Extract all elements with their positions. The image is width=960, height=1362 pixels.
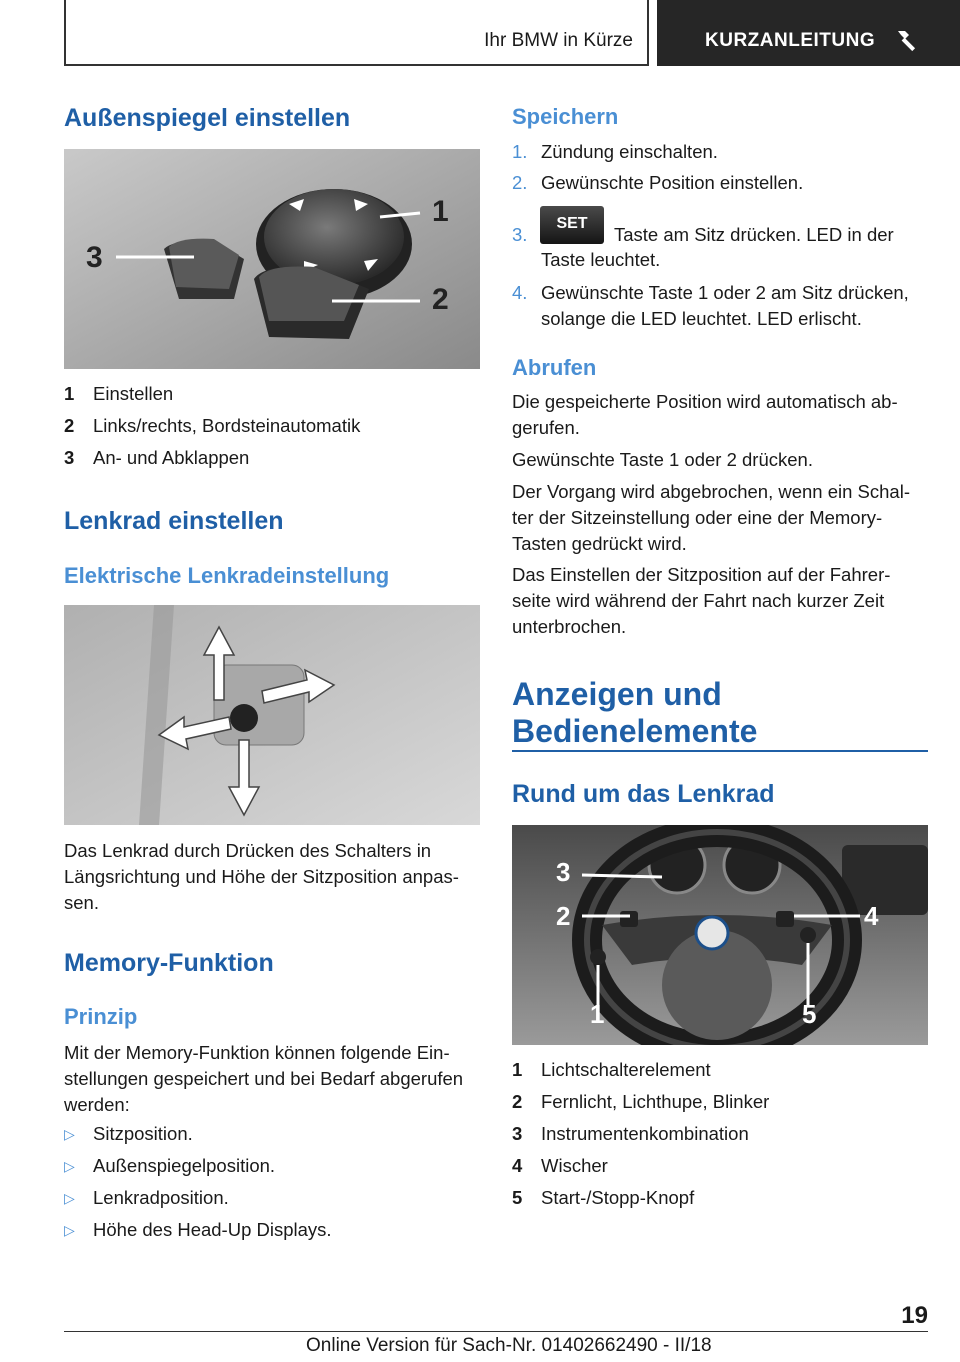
list-text: Lichtschalterelement <box>541 1059 711 1080</box>
memory-heading: Memory-Funktion <box>64 949 274 977</box>
recall-text-line: Das Einstellen der Sitzposition auf der Fahrer- <box>512 564 891 585</box>
list-text: Instrumentenkombination <box>541 1123 749 1144</box>
mirror-control-image <box>64 149 480 369</box>
list-number: 2 <box>512 1091 523 1112</box>
step-text: solange die LED leuchtet. LED erlischt. <box>541 308 862 329</box>
recall-text-line: Tasten gedrückt wird. <box>512 533 687 554</box>
wheel-callout-5: 5 <box>802 999 817 1029</box>
footer-online-version: Online Version für Sach-Nr. 01402662490 - II/18 <box>306 1335 712 1356</box>
bullet-text: Höhe des Head-Up Displays. <box>93 1219 332 1240</box>
bullet-triangle-icon: ▷ <box>64 1126 75 1142</box>
step-text: Taste am Sitz drücken. LED in der <box>614 224 894 245</box>
steering-subheading: Elektrische Lenkradeinstellung <box>64 563 390 588</box>
list-text: Start-/Stopp-Knopf <box>541 1187 695 1208</box>
steering-heading: Lenkrad einstellen <box>64 507 284 535</box>
header-section-title: Ihr BMW in Kürze <box>484 30 633 51</box>
steering-text-line: Längsrichtung und Höhe der Sitzposition anpas- <box>64 866 459 887</box>
wheel-callout-1: 1 <box>590 999 605 1029</box>
recall-text-line: unterbrochen. <box>512 616 627 637</box>
step-number: 4. <box>512 282 528 303</box>
page-number: 19 <box>901 1302 928 1329</box>
steering-text-line: Das Lenkrad durch Drücken des Schalters in <box>64 840 432 861</box>
footer-divider <box>64 1331 928 1332</box>
bullet-text: Sitzposition. <box>93 1123 193 1144</box>
wheel-callout-3: 3 <box>556 857 571 887</box>
step-number: 2. <box>512 172 528 193</box>
bullet-text: Außenspiegelposition. <box>93 1155 276 1176</box>
heading-rule <box>512 750 928 752</box>
recall-text-line: gerufen. <box>512 417 580 438</box>
save-heading: Speichern <box>512 104 619 129</box>
bullet-triangle-icon: ▷ <box>64 1158 75 1174</box>
hammer-icon <box>895 28 921 54</box>
step-text: Gewünschte Position einstellen. <box>541 172 804 193</box>
list-number: 1 <box>512 1059 523 1080</box>
list-number: 5 <box>512 1187 523 1208</box>
list-text: Links/rechts, Bordsteinautomatik <box>93 415 361 436</box>
list-number: 4 <box>512 1155 523 1176</box>
list-text: Einstellen <box>93 383 174 404</box>
step-number: 3. <box>512 224 528 245</box>
wheel-callout-2: 2 <box>556 901 571 931</box>
memory-subheading: Prinzip <box>64 1004 138 1029</box>
header-chapter-label: KURZANLEITUNG <box>705 30 876 51</box>
mirror-callout-2: 2 <box>432 283 449 316</box>
recall-text-line: seite wird während der Fahrt nach kurzer Zeit <box>512 590 885 611</box>
steering-wheel-image <box>512 825 928 1045</box>
list-number: 1 <box>64 383 75 404</box>
header-chapter-box <box>657 0 960 66</box>
controls-subheading: Rund um das Lenkrad <box>512 780 775 808</box>
mirror-heading: Außenspiegel einstellen <box>64 104 351 132</box>
mirror-callout-1: 1 <box>432 195 449 228</box>
recall-text-line: Gewünschte Taste 1 oder 2 drücken. <box>512 449 813 470</box>
step-number: 1. <box>512 141 528 162</box>
bullet-text: Lenkradposition. <box>93 1187 229 1208</box>
list-text: An- und Abklappen <box>93 447 250 468</box>
controls-heading-line2: Bedienelemente <box>512 713 758 749</box>
step-text: Zündung einschalten. <box>541 141 718 162</box>
memory-text-line: werden: <box>64 1094 130 1115</box>
list-number: 3 <box>512 1123 523 1144</box>
list-number: 2 <box>64 415 75 436</box>
list-text: Fernlicht, Lichthupe, Blinker <box>541 1091 770 1112</box>
recall-text-line: Die gespeicherte Position wird automatisch ab- <box>512 391 898 412</box>
controls-heading-line1: Anzeigen und <box>512 676 722 712</box>
wheel-callout-4: 4 <box>864 901 879 931</box>
list-text: Wischer <box>541 1155 608 1176</box>
step-text: Gewünschte Taste 1 oder 2 am Sitz drücken, <box>541 282 909 303</box>
header-section-box <box>64 0 649 66</box>
steering-text-line: sen. <box>64 892 99 913</box>
mirror-callout-3: 3 <box>86 241 103 274</box>
list-number: 3 <box>64 447 75 468</box>
recall-heading: Abrufen <box>512 355 597 380</box>
steering-adjust-image <box>64 605 480 825</box>
set-key-label: SET <box>556 215 588 232</box>
bullet-triangle-icon: ▷ <box>64 1190 75 1206</box>
recall-text-line: Der Vorgang wird abgebrochen, wenn ein Schal- <box>512 481 910 502</box>
recall-text-line: ter der Sitzeinstellung oder eine der Memory- <box>512 507 883 528</box>
memory-text-line: Mit der Memory-Funktion können folgende Ein- <box>64 1042 450 1063</box>
bullet-triangle-icon: ▷ <box>64 1222 75 1238</box>
memory-text-line: stellungen gespeichert und bei Bedarf abgerufen <box>64 1068 464 1089</box>
set-key-icon <box>540 206 604 244</box>
step-text: Taste leuchtet. <box>541 249 661 270</box>
